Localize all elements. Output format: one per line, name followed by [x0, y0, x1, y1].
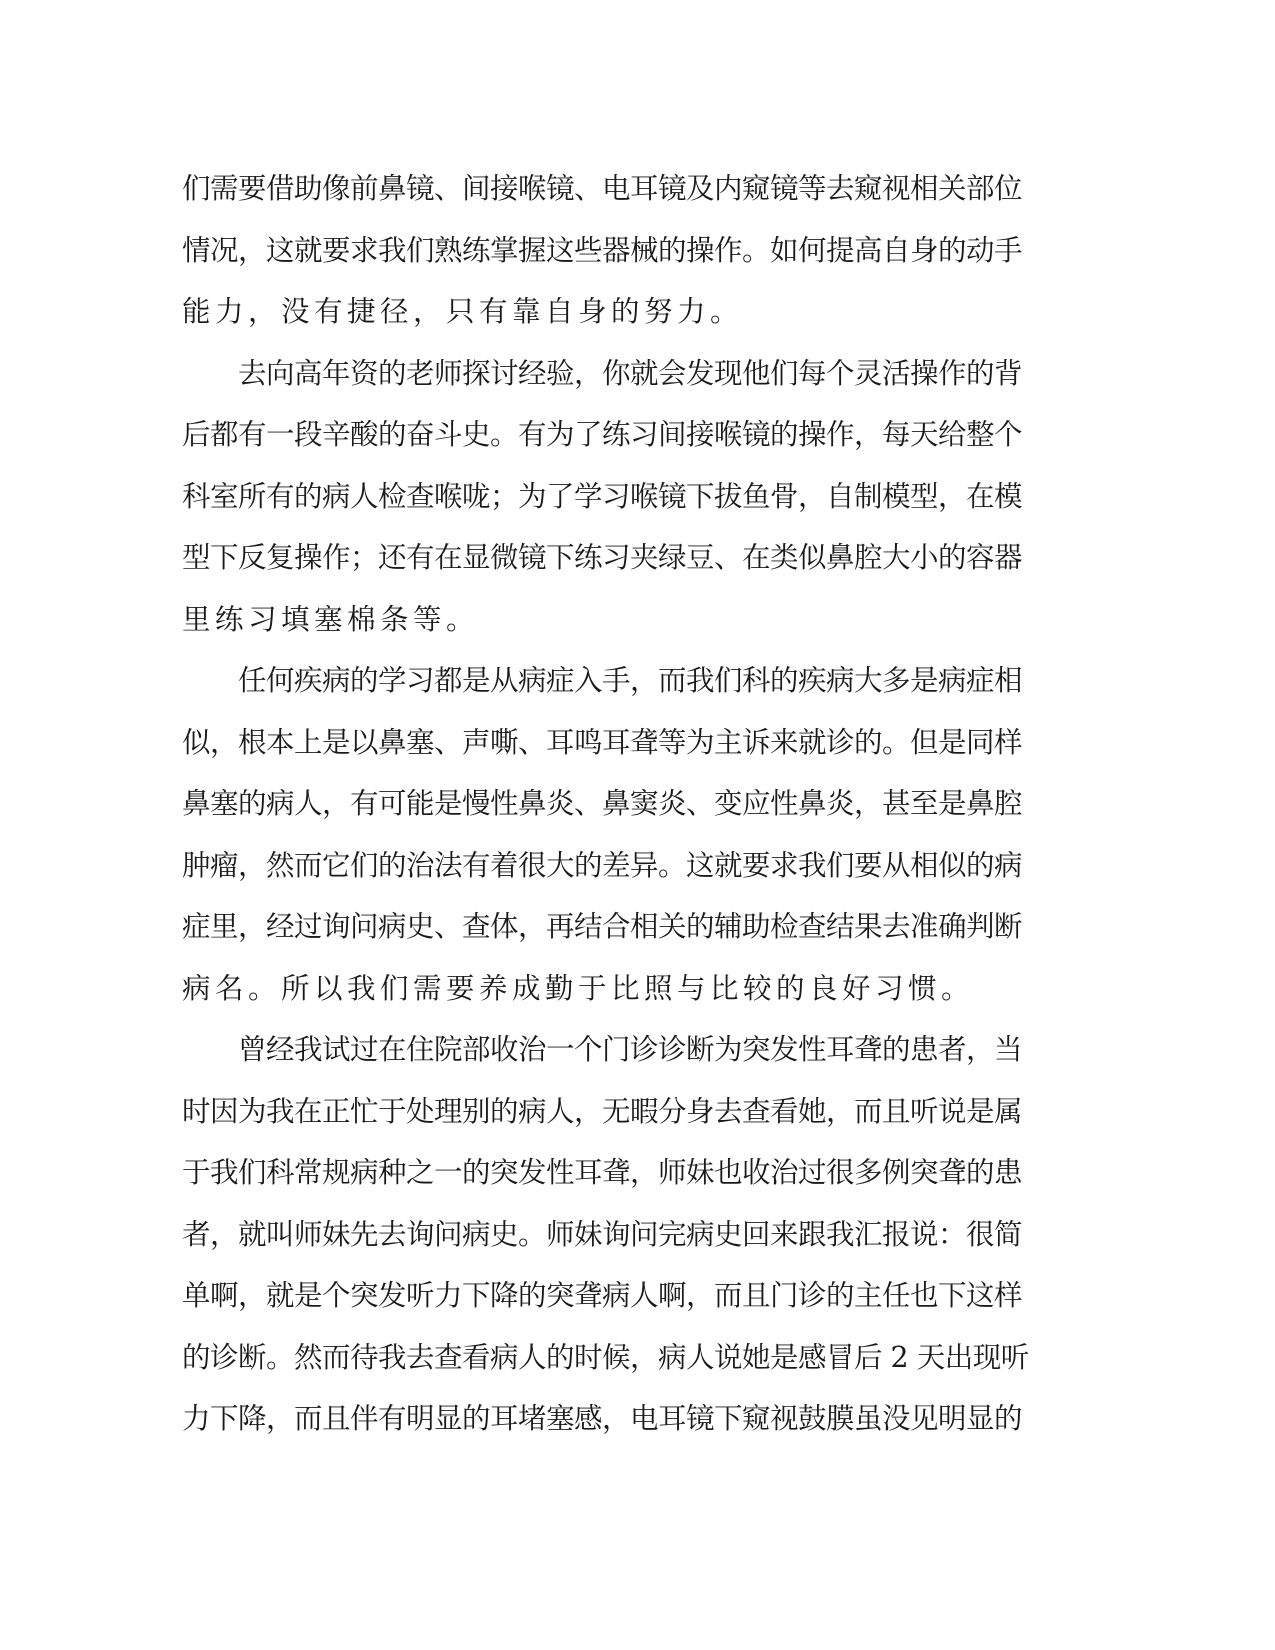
- text-line: 里练习填塞棉条等。: [182, 602, 480, 636]
- text-line: 们需要借助像前鼻镜、间接喉镜、电耳镜及内窥镜等去窥视相关部位: [182, 172, 1023, 205]
- text-line: 的诊断。然而待我去查看病人的时候，病人说她是感冒后 2 天出现听: [182, 1340, 1029, 1374]
- paragraph-4: [182, 1019, 1032, 1450]
- text-line: 者，就叫师妹先去询问病史。师妹询问完病史回来跟我汇报说：很简: [182, 1217, 1023, 1251]
- paragraph-1: [182, 158, 1032, 343]
- text-line: 于我们科常规病种之一的突发性耳聋，师妹也收治过很多例突聋的患: [182, 1156, 1023, 1189]
- text-line: 情况，这就要求我们熟练掌握这些器械的操作。如何提高自身的动手: [182, 233, 1023, 267]
- text-line: 去向高年资的老师探讨经验，你就会发现他们每个灵活操作的背: [182, 356, 1023, 390]
- document-body: [182, 158, 1032, 1450]
- text-line: 力下降，而且伴有明显的耳堵塞感，电耳镜下窥视鼓膜虽没见明显的: [182, 1402, 1023, 1435]
- text-line: 时因为我在正忙于处理别的病人，无暇分身去查看她，而且听说是属: [182, 1094, 1023, 1128]
- text-line: 任何疾病的学习都是从病症入手，而我们科的疾病大多是病症相: [182, 664, 1023, 697]
- paragraph-3: [182, 650, 1032, 1019]
- text-line: 症里，经过询问病史、查体，再结合相关的辅助检查结果去准确判断: [182, 910, 1023, 943]
- text-line: 后都有一段辛酸的奋斗史。有为了练习间接喉镜的操作，每天给整个: [182, 418, 1023, 451]
- text-line: 能力，没有捷径，只有靠自身的努力。: [182, 295, 744, 328]
- text-line: 鼻塞的病人，有可能是慢性鼻炎、鼻窦炎、变应性鼻炎，甚至是鼻腔: [182, 787, 1023, 820]
- paragraph-2: [182, 343, 1032, 651]
- text-line: 单啊，就是个突发听力下降的突聋病人啊，而且门诊的主任也下这样: [182, 1279, 1023, 1312]
- text-line: 曾经我试过在住院部收治一个门诊诊断为突发性耳聋的患者，当: [182, 1033, 1023, 1066]
- text-line: 型下反复操作；还有在显微镜下练习夹绿豆、在类似鼻腔大小的容器: [182, 541, 1023, 574]
- text-line: 肿瘤，然而它们的治法有着很大的差异。这就要求我们要从相似的病: [182, 848, 1023, 882]
- text-line: 科室所有的病人检查喉咙；为了学习喉镜下拔鱼骨，自制模型，在模: [182, 479, 1023, 513]
- text-line: 病名。所以我们需要养成勤于比照与比较的良好习惯。: [182, 971, 975, 1005]
- text-line: 似，根本上是以鼻塞、声嘶、耳鸣耳聋等为主诉来就诊的。但是同样: [182, 725, 1023, 759]
